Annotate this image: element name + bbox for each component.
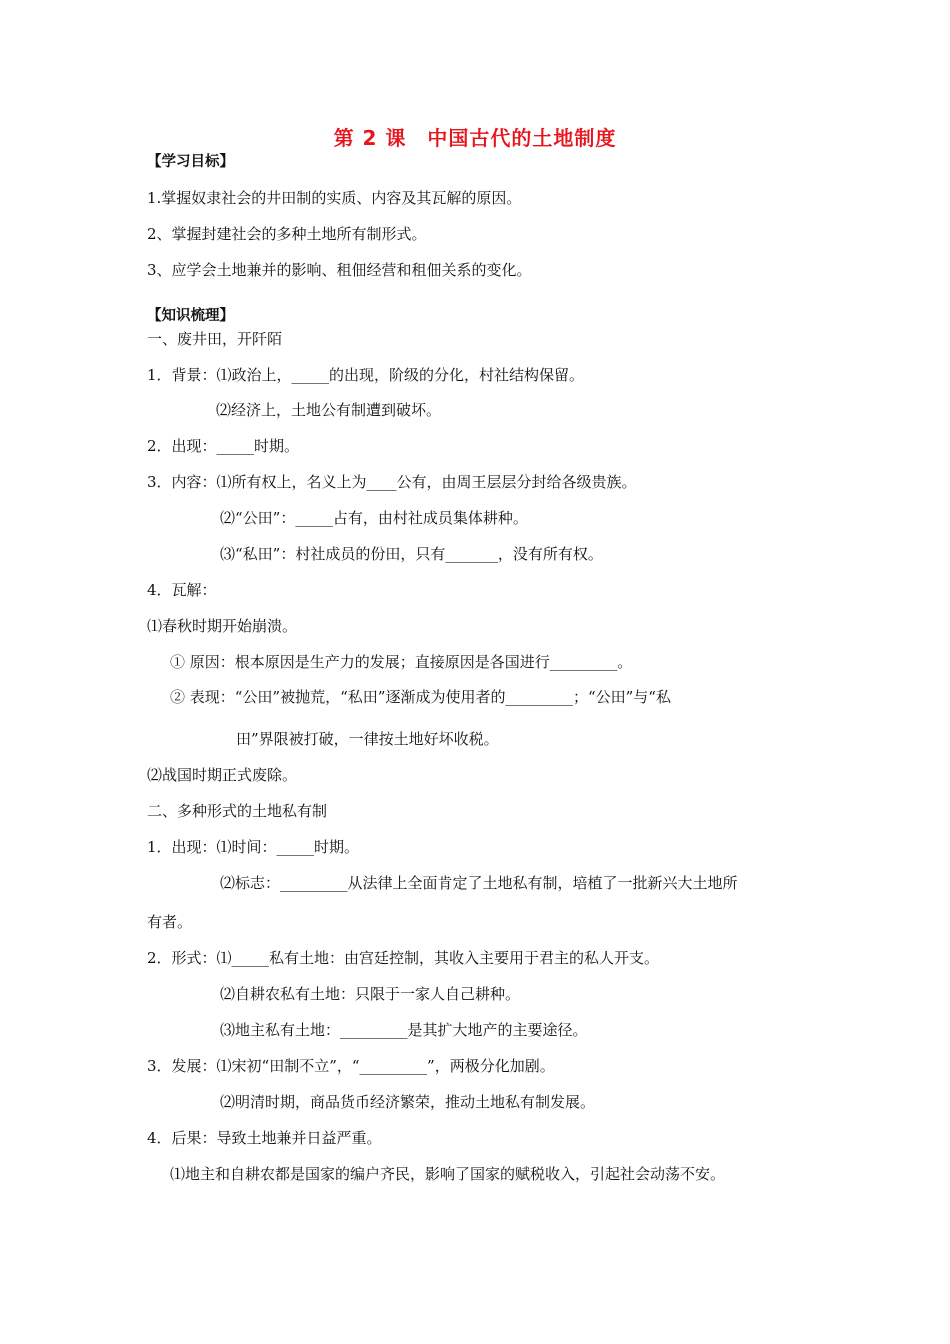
part2-line: ⑴地主和自耕农都是国家的编户齐民，影响了国家的赋税收入，引起社会动荡不安。 [170, 1165, 726, 1183]
page-title: 第 2 课 中国古代的土地制度 [333, 126, 617, 150]
part1-title: 一、废井田，开阡陌 [147, 330, 283, 348]
part1-line: ⑵经济上，土地公有制遭到破坏。 [216, 401, 442, 419]
part1-line: ⑴春秋时期开始崩溃。 [147, 617, 298, 635]
part2-line: 3．发展：⑴宋初“田制不立”，“_________”，两极分化加剧。 [147, 1057, 555, 1075]
part2-line: 2．形式：⑴_____私有土地：由宫廷控制，其收入主要用于君主的私人开支。 [147, 949, 660, 967]
part1-line: 4．瓦解： [147, 581, 217, 599]
part1-line: ⑶“私田”：村社成员的份田，只有_______，没有所有权。 [220, 545, 603, 563]
part2-line: ⑵明清时期，商品货币经济繁荣，推动土地私有制发展。 [220, 1093, 596, 1111]
part2-line: 1．出现：⑴时间：_____时期。 [147, 838, 360, 856]
part1-line: 田”界限被打破，一律按土地好坏收税。 [236, 730, 499, 748]
part1-line: 3．内容：⑴所有权上，名义上为____公有，由周王层层分封给各级贵族。 [147, 473, 637, 491]
part2-title: 二、多种形式的土地私有制 [147, 802, 328, 820]
objectives-heading: 【学习目标】 [147, 154, 234, 170]
objective-item-1: 1.掌握奴隶社会的井田制的实质、内容及其瓦解的原因。 [147, 189, 522, 207]
part1-line: 1．背景：⑴政治上，_____的出现，阶级的分化，村社结构保留。 [147, 366, 585, 384]
part2-line: ⑵自耕农私有土地：只限于一家人自己耕种。 [220, 985, 521, 1003]
part1-line: ⑵战国时期正式废除。 [147, 766, 298, 784]
part1-line: ② 表现：“公田”被抛荒，“私田”逐渐成为使用者的_________；“公田”与“私 [170, 688, 671, 706]
part1-line: 2．出现：_____时期。 [147, 437, 300, 455]
objective-item-3: 3、应学会土地兼并的影响、租佃经营和租佃关系的变化。 [147, 261, 532, 279]
part2-line: ⑶地主私有土地：_________是其扩大地产的主要途径。 [220, 1021, 588, 1039]
part2-line: ⑵标志：_________从法律上全面肯定了土地私有制，培植了一批新兴大土地所 [220, 874, 738, 892]
part1-line: ① 原因：根本原因是生产力的发展；直接原因是各国进行_________。 [170, 653, 633, 671]
part2-line: 4．后果：导致土地兼并日益严重。 [147, 1129, 382, 1147]
part1-line: ⑵“公田”：_____占有，由村社成员集体耕种。 [220, 509, 528, 527]
objective-item-2: 2、掌握封建社会的多种土地所有制形式。 [147, 225, 427, 243]
knowledge-heading: 【知识梳理】 [147, 308, 234, 324]
part2-line: 有者。 [147, 913, 193, 931]
